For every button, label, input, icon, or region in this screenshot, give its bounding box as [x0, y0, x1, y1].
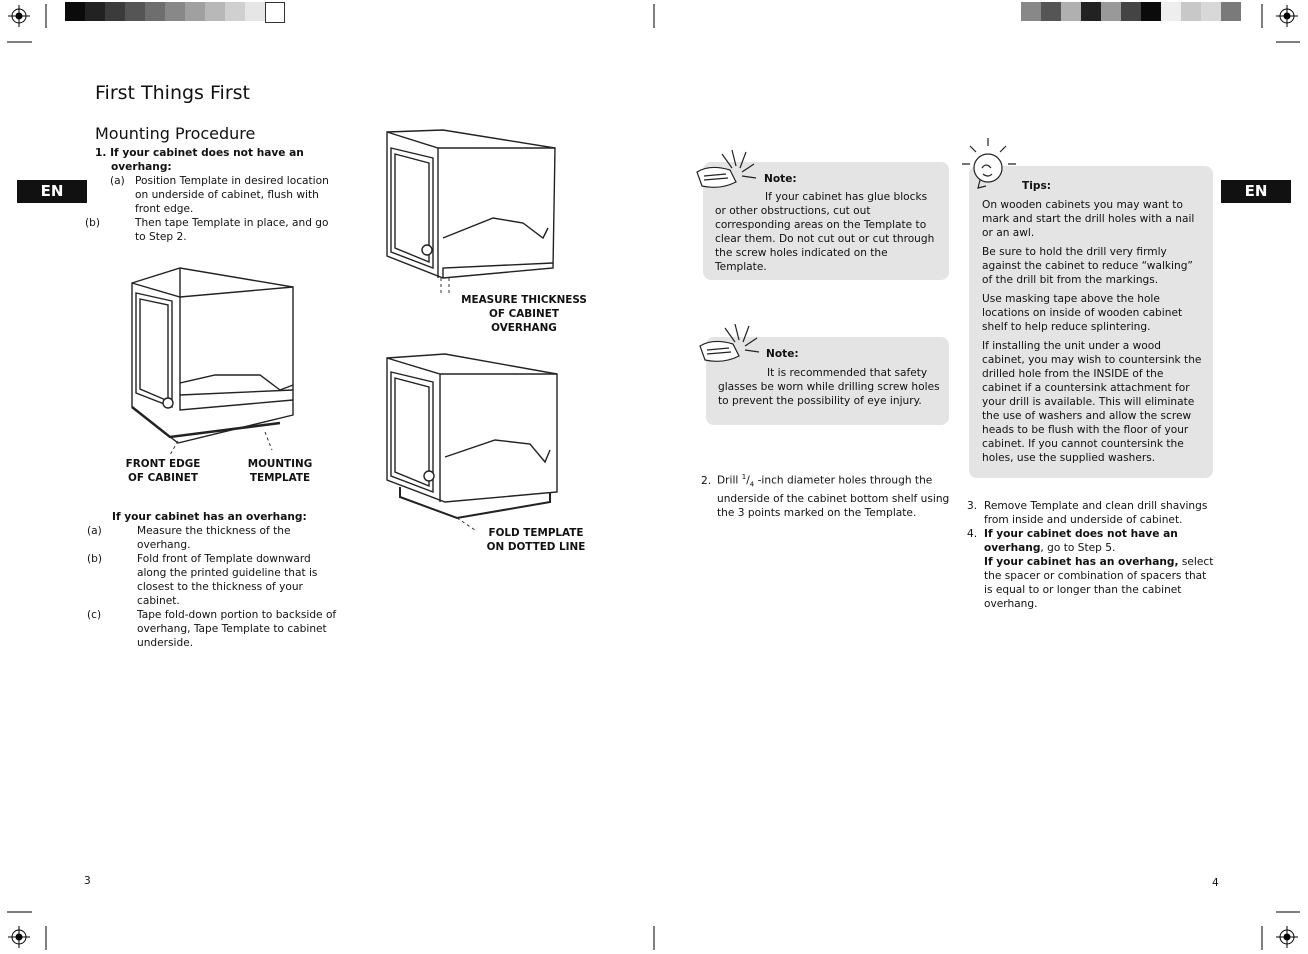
- step2: [701, 470, 955, 520]
- note2-title: Note:: [766, 348, 799, 360]
- caption-front-edge: FRONT EDGE OF CABINET: [125, 458, 201, 484]
- note-icon: [692, 146, 760, 194]
- step2-slash: /: [746, 474, 750, 487]
- step2-num: 2.: [701, 474, 712, 487]
- note2-text: It is recommended that safety glasses be worn while drilling screw holes to prevent the possibility of eye injury.: [718, 367, 940, 407]
- step4-text1: , go to Step 5.: [1040, 542, 1116, 554]
- step4-text2: select the spacer or combination of spacers that is equal to or longer than the cabinet overhang.: [984, 556, 1214, 610]
- overhang-heading: If your cabinet has an overhang:: [112, 511, 307, 523]
- cabinet-illustration-measure: [383, 128, 561, 296]
- note1-title: Note:: [764, 173, 797, 185]
- caption-measure: MEASURE THICKNESS OF CABINET OVERHANG: [461, 294, 587, 334]
- lang-tab-right: EN: [1221, 180, 1291, 203]
- overhang-item: [87, 608, 340, 650]
- step1-item: [95, 174, 340, 216]
- tip-paragraph: On wooden cabinets you may want to mark and start the drill holes with a nail or an awl.: [982, 199, 1195, 239]
- step4-overhang: [967, 555, 1215, 611]
- page-number-left: 3: [84, 875, 91, 887]
- step2-pre: Drill: [717, 474, 742, 487]
- item-label: (a): [110, 175, 125, 187]
- step1-item: [85, 216, 340, 244]
- item-text: Then tape Template in place, and go to Step 2.: [135, 217, 329, 243]
- tip-paragraph: Be sure to hold the drill very firmly against the cabinet to reduce “walking” of the drill bit from the markings.: [982, 246, 1193, 286]
- page-number-right: 4: [1212, 877, 1219, 889]
- step3-num: 3.: [967, 500, 978, 512]
- step1-heading: 1. If your cabinet does not have an overhang:: [95, 147, 304, 173]
- caption-fold: FOLD TEMPLATE ON DOTTED LINE: [486, 527, 586, 553]
- step3-text: Remove Template and clean drill shavings from inside and underside of cabinet.: [984, 500, 1208, 526]
- step2-post: -inch diameter holes through the underside of the cabinet bottom shelf using the 3 points marked on the Template.: [717, 474, 950, 519]
- lightbulb-icon: [958, 136, 1020, 196]
- caption-mounting-template: MOUNTING TEMPLATE: [247, 458, 313, 484]
- item-label: (a): [87, 525, 102, 537]
- item-label: (c): [87, 609, 102, 621]
- tips-title: Tips:: [1022, 180, 1051, 192]
- item-text: Measure the thickness of the overhang.: [137, 525, 291, 551]
- lang-tab-left: EN: [17, 180, 87, 203]
- overhang-item: [87, 552, 340, 608]
- item-text: Position Template in desired location on underside of cabinet, flush with front edge.: [135, 175, 329, 215]
- overhang-item: [87, 524, 340, 552]
- tip-paragraph: If installing the unit under a wood cabinet, you may wish to countersink the drilled hole from the INSIDE of the cabinet if a countersink attachment for your drill is available. This will eliminate the use of washers and allow the screw heads to be flush with the floor of your cabinet. If you cannot countersink the holes, use the supplied washers.: [982, 340, 1202, 464]
- step2-sup: 1: [741, 473, 747, 481]
- steps-3-4: [967, 499, 1215, 611]
- page-title: First Things First: [95, 82, 250, 104]
- item-label: (b): [87, 553, 102, 565]
- overhang-block: [87, 510, 340, 650]
- step1-block: [85, 146, 340, 244]
- note-icon: [695, 320, 763, 368]
- tip-paragraph: Use masking tape above the hole locations on inside of wooden cabinet shelf to help reduce splintering.: [982, 293, 1183, 333]
- note1-text: If your cabinet has glue blocks or other obstructions, cut out corresponding areas on the Template to clear them. Do not cut out or cut through the screw holes indicated on the Template.: [715, 191, 935, 273]
- step3: [967, 499, 1215, 527]
- cabinet-illustration-fold: [385, 352, 563, 537]
- item-text: Tape fold-down portion to backside of overhang, Tape Template to cabinet underside.: [137, 609, 337, 649]
- color-bar-left: [65, 0, 287, 24]
- step4-bold1: If your cabinet does not have an overhang: [984, 528, 1178, 554]
- item-label: (b): [85, 217, 100, 229]
- section-title: Mounting Procedure: [95, 124, 256, 143]
- step4: [967, 527, 1215, 555]
- step2-sub: 4: [749, 480, 755, 489]
- item-text: Fold front of Template downward along the printed guideline that is closest to the thickness of your cabinet.: [137, 553, 318, 607]
- step4-num: 4.: [967, 528, 978, 540]
- color-bar-right: [1021, 0, 1243, 24]
- step4-bold2: If your cabinet has an overhang,: [984, 556, 1179, 568]
- tips-body: [982, 198, 1204, 465]
- cabinet-illustration-template: [120, 265, 310, 450]
